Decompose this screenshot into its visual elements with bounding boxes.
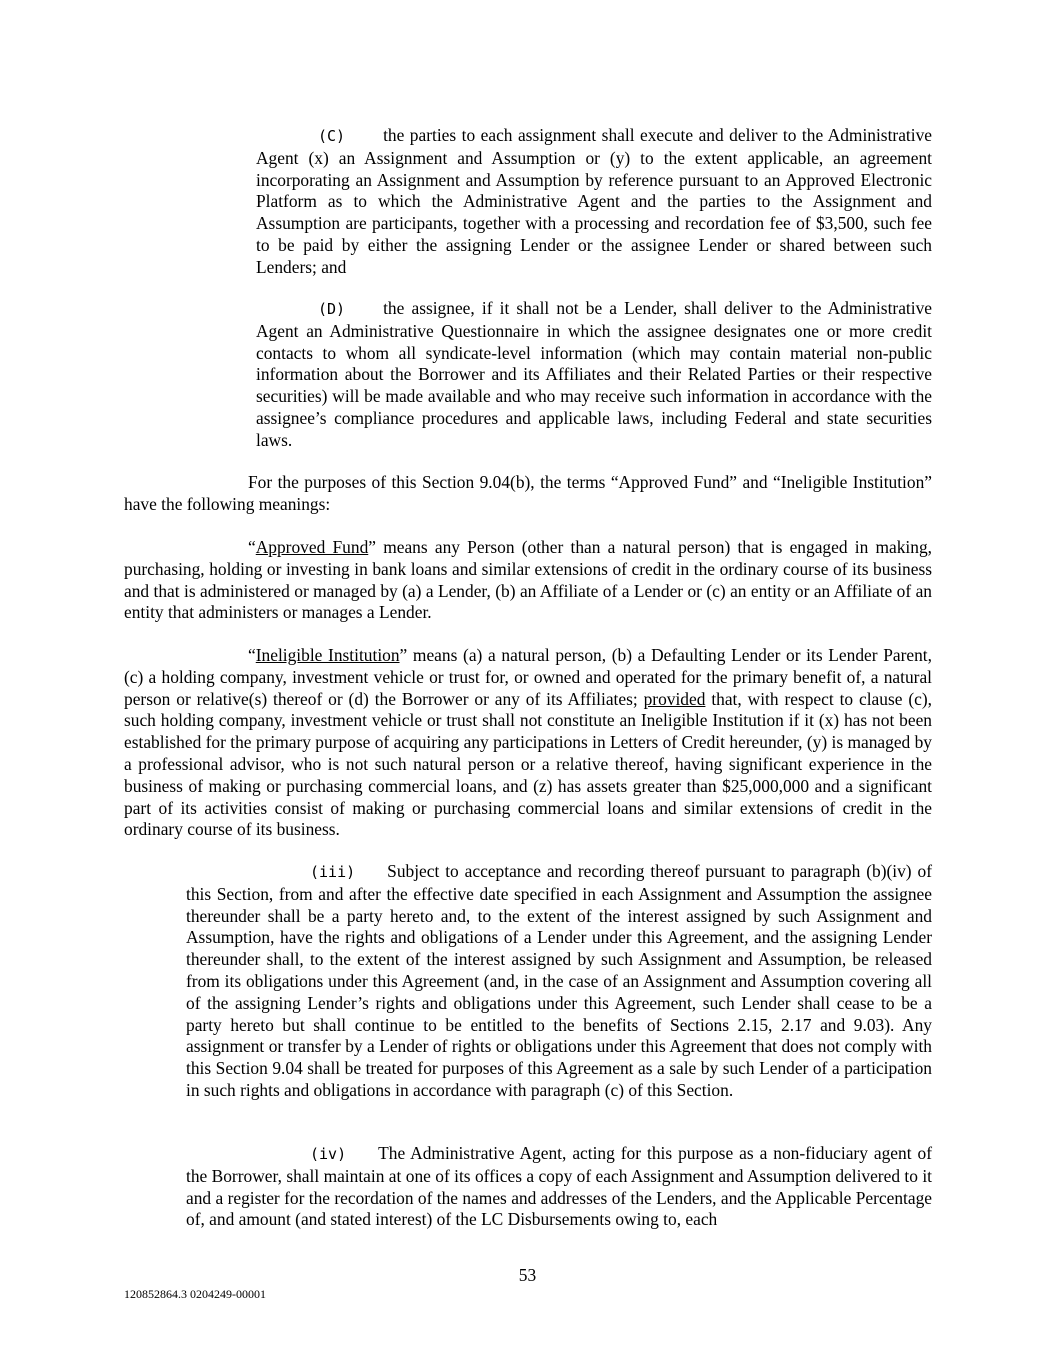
- paragraph-iv-text: The Administrative Agent, acting for this purpose as a non-fiduciary agent of the Borrower, shall maintain at one of its offices a copy of each Assignment and Assumption delivered to it and a register for the recordation of the names and addresses of the Lenders, and the Applicable Percentage of, and amount (and stated interest) of the LC Disbursements owing to, each: [186, 1143, 932, 1230]
- ineligible-institution-definition: [124, 645, 932, 841]
- paragraph-iv-label: (iv): [310, 1145, 347, 1163]
- paragraph-d: [256, 298, 932, 452]
- page-number: 53: [518, 1265, 537, 1285]
- document-id-footer: 120852864.3 0204249-00001: [124, 1287, 266, 1301]
- paragraph-iii-label: (iii): [310, 863, 356, 881]
- paragraph-c-label: (C): [318, 127, 346, 145]
- ineligible-institution-term: Ineligible Institution: [255, 645, 400, 665]
- approved-fund-open-quote: “: [248, 537, 256, 557]
- paragraph-iv: [186, 1143, 932, 1231]
- paragraph-c-text: the parties to each assignment shall execute and deliver to the Administrative Agent (x) an Assignment and Assumption or (y) to the extent applicable, an agreement incorporating an Assignment and Assumption by reference pursuant to an Approved Electronic Platform as to which the Administrative Agent and the parties to the Assignment and Assumption are participants, together with a processing and recordation fee of $3,500, such fee to be paid by either the assigning Lender or the assignee Lender or shared between such Lenders; and: [256, 125, 932, 277]
- approved-fund-definition: [124, 537, 932, 624]
- approved-fund-text: ” means any Person (other than a natural person) that is engaged in making, purchasing, holding or investing in bank loans and similar extensions of credit in the ordinary course of its business and that is administered or managed by (a) a Lender, (b) an Affiliate of a Lender or (c) an entity or an Affiliate of an entity that administers or manages a Lender.: [124, 537, 933, 623]
- definitions-intro-paragraph: [124, 472, 932, 516]
- ineligible-institution-text-part2: that, with respect to clause (c), such holding company, investment vehicle or trust shall not constitute an Ineligible Institution if it (x) has not been established for the primary purpose of acquiring any participations in Letters of Credit hereunder, (y) is managed by a professional advisor, who is not such natural person or a relative thereof, having significant experience in the business of making or purchasing commercial loans, and (z) has assets greater than $25,000,000 and a significant part of its activities consist of making or purchasing commercial loans and similar extensions of credit in the ordinary course of its business.: [124, 688, 932, 840]
- paragraph-d-text: the assignee, if it shall not be a Lender, shall deliver to the Administrative Agent an Administrative Questionnaire in which the assignee designates one or more credit contacts to whom all syndicate-level information (which may contain material non-public information about the Borrower and its Affiliates and their Related Parties or their respective securities) will be made available and who may receive such information in accordance with the assignee’s compliance procedures and applicable laws, including Federal and state securities laws.: [256, 298, 932, 450]
- paragraph-iii: [186, 861, 932, 1102]
- definitions-intro-text: For the purposes of this Section 9.04(b), the terms “Approved Fund” and “Ineligible Institution” have the following meanings:: [124, 472, 932, 514]
- ineligible-institution-text-part1: ” means (a) a natural person, (b) a Defaulting Lender or its Lender Parent, (c) a holding company, investment vehicle or trust for, or owned and operated for the primary benefit of, a natural person or relative(s) thereof or (d) the Borrower or any of its Affiliates;: [124, 645, 932, 709]
- ineligible-institution-open-quote: “: [248, 645, 256, 665]
- paragraph-c: [256, 125, 932, 279]
- paragraph-iii-text: Subject to acceptance and recording thereof pursuant to paragraph (b)(iv) of this Section, from and after the effective date specified in each Assignment and Assumption the assignee thereunder shall be a party hereto and, to the extent of the interest assigned by such Assignment and Assumption, have the rights and obligations of a Lender under this Agreement, and the assigning Lender thereunder shall, to the extent of the interest assigned by such Assignment and Assumption, be released from its obligations under this Agreement (and, in the case of an Assignment and Assumption covering all of the assigning Lender’s rights and obligations under this Agreement, such Lender shall cease to be a party hereto but shall continue to be entitled to the benefits of Sections 2.15, 2.17 and 9.03). Any assignment or transfer by a Lender of rights or obligations under this Agreement that does not comply with this Section 9.04 shall be treated for purposes of this Agreement as a sale by such Lender of a participation in such rights and obligations in accordance with paragraph (c) of this Section.: [186, 861, 932, 1100]
- provided-term: provided: [643, 688, 706, 709]
- approved-fund-term: Approved Fund: [255, 537, 369, 557]
- paragraph-d-label: (D): [318, 300, 346, 318]
